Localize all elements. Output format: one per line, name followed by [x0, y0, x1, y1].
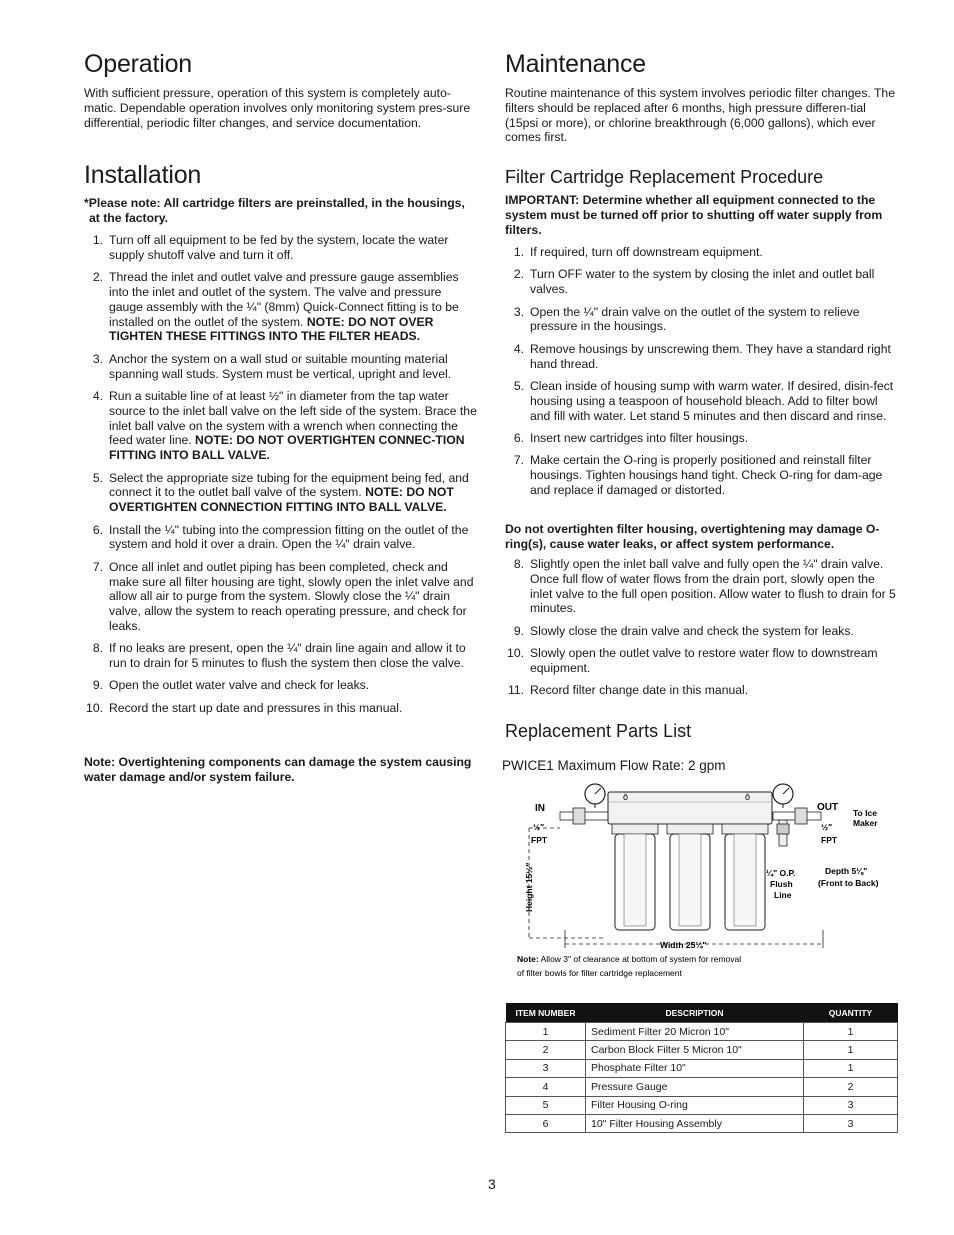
- procedure-heading: Filter Cartridge Replacement Procedure: [505, 167, 824, 187]
- procedure-important: IMPORTANT: Determine whether all equipment connected to the system must be turned off prior to shutting off water supply from filters.: [505, 193, 883, 237]
- parts-table: [505, 1003, 898, 1133]
- list-item: [84, 270, 478, 344]
- table-row: [506, 1059, 898, 1077]
- list-item: [505, 305, 900, 335]
- list-text: Thread the inlet and outlet valve and pressure gauge assemblies into the inlet and outlet of the system. The valve and pressure gauge assembly with the ¼" (8mm) Quick-Connect fitting is to be installed on the outlet of the system.: [109, 270, 459, 329]
- item-number-cell: 5: [506, 1096, 586, 1114]
- maintenance-body: Routine maintenance of this system involves periodic filter changes. The filters should be replaced after 6 months, high pressure differen-tial (15psi or more), or chlorine breakthrough (6,000 gallons), which ever comes first.: [505, 86, 895, 145]
- list-text: Run a suitable line of at least ½" in diameter from the tap water source to the inlet ball valve on the left side of the system. Brace the inlet ball valve on the system with a wrench when connecting the feed water line.: [109, 388, 477, 448]
- list-item: [84, 471, 478, 515]
- diagram-note-1: Note: Allow 3" of clearance at bottom of system for removal: [517, 954, 742, 964]
- list-text: Record filter change date in this manual.: [530, 683, 749, 698]
- list-text: Open the ¼" drain valve on the outlet of the system to relieve pressure in the housings.: [530, 304, 860, 334]
- quantity-cell: 3: [804, 1096, 898, 1114]
- list-text: Remove housings by unscrewing them. They have a standard right hand thread.: [530, 341, 891, 371]
- list-text: Slowly open the outlet valve to restore water flow to downstream equipment.: [530, 646, 878, 675]
- list-number: 8.: [513, 557, 524, 571]
- page-number: 3: [488, 1176, 496, 1192]
- flush-line-1: ¼" O.P.: [766, 868, 796, 878]
- list-item: [84, 641, 478, 671]
- list-text: If required, turn off downstream equipment.: [530, 245, 763, 259]
- outlet-fpt: FPT: [821, 835, 838, 845]
- list-item: [505, 431, 900, 446]
- model-flow-rate: PWICE1 Maximum Flow Rate: 2 gpm: [502, 758, 726, 773]
- list-text: Turn OFF water to the system by closing the inlet and outlet ball valves.: [530, 267, 875, 297]
- item-number-cell: 1: [506, 1023, 586, 1041]
- description-cell: Carbon Block Filter 5 Micron 10": [586, 1041, 804, 1059]
- list-text: If no leaks are present, open the ¼" drain line again and allow it to run to drain for 5 minutes to flush the system then close the valve.: [109, 641, 466, 671]
- list-item: [84, 701, 478, 716]
- col-quantity: QUANTITY: [804, 1003, 898, 1023]
- quantity-cell: 1: [804, 1023, 898, 1041]
- list-text: Slightly open the inlet ball valve and fully open the ¼" drain valve. Once full flow of water flows from the drain port, slowly open the inlet valve to the full open position. Allow water to flush to drain for 5 minutes.: [530, 557, 896, 616]
- list-text: Make certain the O-ring is properly positioned and reinstall filter housings. Tighten housings hand tight. Check O-ring for dam-age and replace if damaged or distorted.: [530, 453, 883, 497]
- list-bold-note: NOTE: DO NOT OVER TIGHTEN THESE FITTINGS INTO THE FILTER HEADS.: [109, 314, 434, 344]
- list-item: [505, 646, 900, 676]
- list-text: Open the outlet water valve and check for leaks.: [109, 678, 370, 693]
- list-item: [505, 683, 900, 698]
- parts-heading: Replacement Parts List: [505, 721, 692, 741]
- inlet-size: ½": [533, 822, 545, 832]
- filter-system-diagram: [505, 780, 900, 980]
- list-bold-note: NOTE: DO NOT OVERTIGHTEN CONNEC-TION FITTING INTO BALL VALVE.: [109, 433, 465, 463]
- installation-steps: [84, 233, 478, 723]
- description-cell: 10" Filter Housing Assembly: [586, 1114, 804, 1132]
- list-number: 5.: [92, 470, 103, 485]
- maker-label: Maker: [853, 818, 878, 828]
- list-text: Slowly close the drain valve and check the system for leaks.: [530, 623, 854, 638]
- installation-warning: Note: Overtightening components can damage the system causing water damage and/or system failure.: [84, 755, 472, 784]
- parts-table-body: [506, 1023, 898, 1133]
- list-item: [84, 678, 478, 693]
- table-header-row: [506, 1003, 898, 1023]
- description-cell: Pressure Gauge: [586, 1078, 804, 1096]
- procedure-warning: Do not overtighten filter housing, overtightening may damage O-ring(s), cause water leaks, or affect system performance.: [505, 522, 880, 551]
- inlet-label: IN: [535, 803, 545, 814]
- installation-note: *Please note: All cartridge filters are preinstalled, in the housings, at the factory.: [84, 196, 465, 225]
- width-label: Width 25¼": [660, 940, 707, 950]
- table-row: [506, 1023, 898, 1041]
- list-item: [505, 379, 900, 423]
- flush-line-3: Line: [774, 890, 792, 900]
- svg-text:ô: ô: [623, 792, 629, 802]
- list-item: [505, 245, 900, 260]
- list-text: Select the appropriate size tubing for the equipment being fed, and connect it to the outlet ball valve of the system.: [109, 470, 469, 500]
- table-row: [506, 1078, 898, 1096]
- list-number: 4.: [92, 388, 103, 403]
- inlet-fpt: FPT: [531, 835, 548, 845]
- procedure-steps-a: [505, 245, 900, 505]
- list-item: [505, 453, 900, 497]
- list-item: [505, 624, 900, 639]
- item-number-cell: 4: [506, 1078, 586, 1096]
- diagram-note-2: of filter bowls for filter cartridge replacement: [517, 968, 682, 978]
- list-item: [84, 352, 478, 382]
- table-row: [506, 1114, 898, 1132]
- list-text: Install the ¼" tubing into the compression fitting on the outlet of the system and hold it over a drain. Open the ¼" drain valve.: [109, 522, 469, 552]
- list-text: Clean inside of housing sump with warm water. If desired, disin-fect housing using a teaspoon of household bleach. Add to filter bowl and fill with water. Let stand 5 minutes and then discard and rinse.: [530, 378, 894, 423]
- procedure-steps-b: [505, 557, 900, 706]
- list-bold-note: NOTE: DO NOT OVERTIGHTEN CONNECTION FITTING INTO BALL VALVE.: [109, 485, 454, 515]
- list-number: 10.: [86, 700, 103, 715]
- flush-line-2: Flush: [770, 879, 793, 889]
- list-item: [84, 233, 478, 263]
- list-number: 6.: [513, 430, 524, 445]
- table-row: [506, 1041, 898, 1059]
- depth-subtext: (Front to Back): [818, 878, 879, 888]
- to-ice-label: To Ice: [853, 808, 877, 818]
- list-number: 1.: [92, 233, 103, 247]
- list-item: [505, 267, 900, 297]
- list-number: 8.: [92, 641, 103, 656]
- col-item-number: ITEM NUMBER: [506, 1003, 586, 1023]
- quantity-cell: 2: [804, 1078, 898, 1096]
- list-number: 1.: [513, 245, 524, 259]
- list-number: 5.: [513, 378, 524, 393]
- description-cell: Phosphate Filter 10": [586, 1059, 804, 1077]
- description-cell: Filter Housing O-ring: [586, 1096, 804, 1114]
- list-number: 2.: [513, 267, 524, 282]
- list-item: [505, 557, 900, 616]
- col-description: DESCRIPTION: [586, 1003, 804, 1023]
- list-text: Turn off all equipment to be fed by the system, locate the water supply shutoff valve and turn it off.: [109, 233, 449, 262]
- list-number: 2.: [92, 270, 103, 285]
- list-item: [84, 523, 478, 553]
- quantity-cell: 3: [804, 1114, 898, 1132]
- quantity-cell: 1: [804, 1059, 898, 1077]
- item-number-cell: 3: [506, 1059, 586, 1077]
- list-number: 9.: [513, 623, 524, 638]
- table-row: [506, 1096, 898, 1114]
- list-number: 7.: [92, 559, 103, 574]
- list-item: [84, 389, 478, 463]
- quantity-cell: 1: [804, 1041, 898, 1059]
- list-number: 4.: [513, 341, 524, 356]
- installation-heading: Installation: [84, 161, 202, 189]
- list-item: [84, 560, 478, 634]
- operation-heading: Operation: [84, 50, 192, 78]
- depth-label: Depth 5⅛": [825, 866, 868, 876]
- maintenance-heading: Maintenance: [505, 50, 646, 78]
- list-text: Record the start up date and pressures in this manual.: [109, 700, 403, 715]
- list-number: 3.: [92, 351, 103, 366]
- operation-body: With sufficient pressure, operation of this system is completely auto-matic. Dependable operation involves only monitoring system pres-sure differential, periodic filter changes, and service documentation.: [84, 86, 471, 130]
- item-number-cell: 6: [506, 1114, 586, 1132]
- list-number: 6.: [92, 522, 103, 537]
- list-text: Once all inlet and outlet piping has been completed, check and make sure all filter housing are tight, slowly open the inlet valve and allow all air to purge from the system. Slowly close the ¼" drain valve, allow the system to reach operating pressure, and check for leaks.: [109, 559, 474, 633]
- outlet-label: OUT: [817, 802, 839, 813]
- list-number: 3.: [513, 304, 524, 319]
- list-number: 9.: [92, 678, 103, 693]
- svg-text:ô: ô: [745, 792, 751, 802]
- description-cell: Sediment Filter 20 Micron 10": [586, 1023, 804, 1041]
- outlet-size: ½": [821, 822, 833, 832]
- list-item: [505, 342, 900, 372]
- list-number: 7.: [513, 453, 524, 468]
- list-text: Anchor the system on a wall stud or suitable mounting material spanning wall studs. System must be vertical, upright and level.: [109, 351, 452, 381]
- item-number-cell: 2: [506, 1041, 586, 1059]
- list-number: 10.: [507, 646, 524, 661]
- height-label: Height 15½": [524, 862, 534, 912]
- list-number: 11.: [507, 683, 524, 698]
- list-text: Insert new cartridges into filter housings.: [530, 430, 749, 445]
